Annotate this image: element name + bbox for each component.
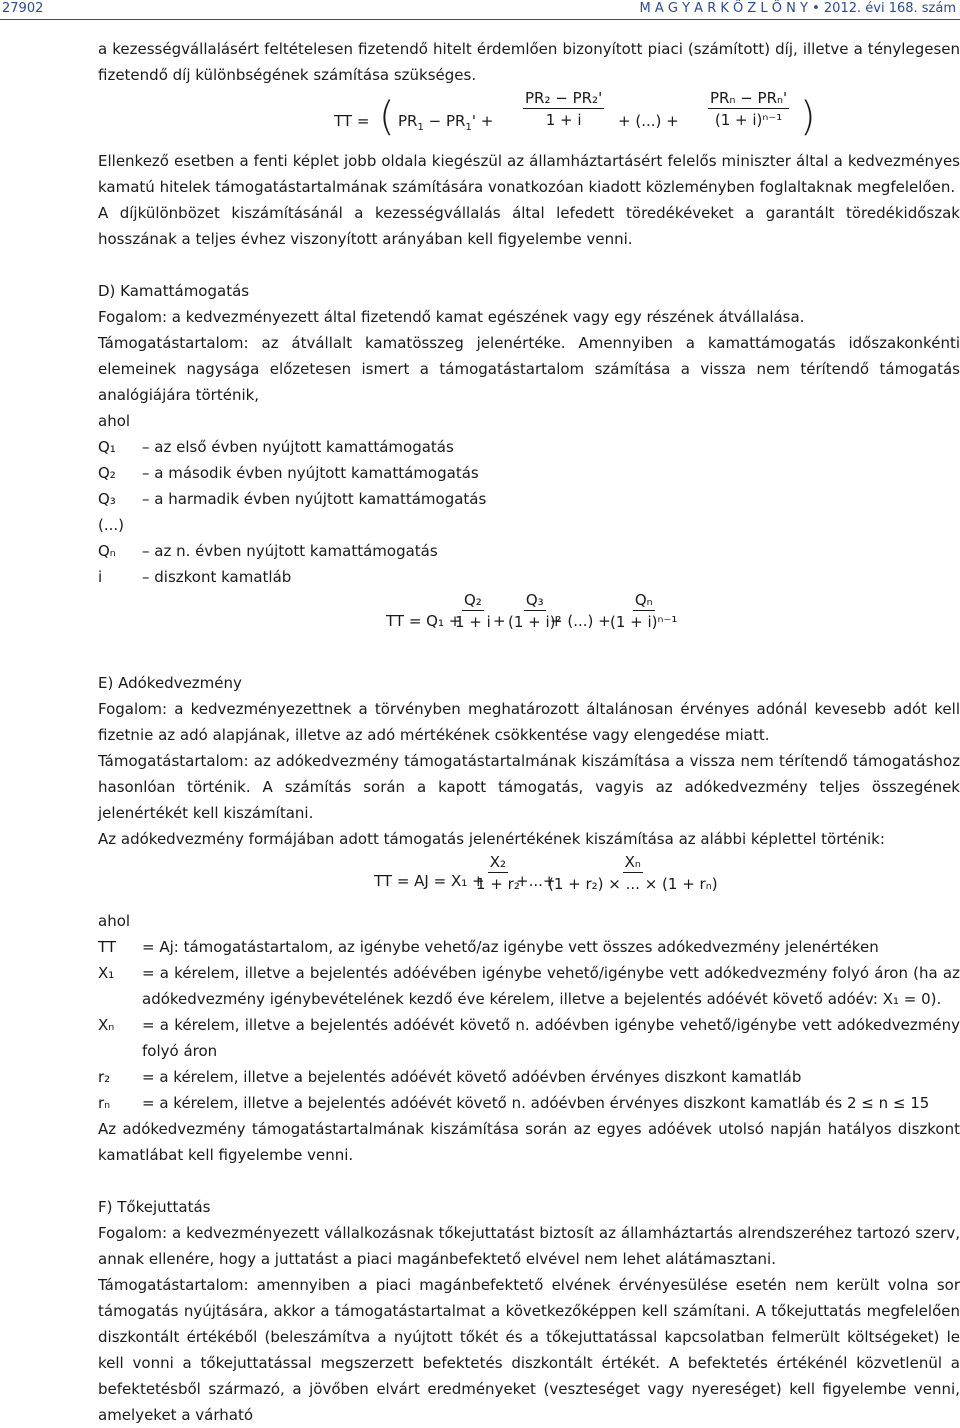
definition-row: Q₁ – az első évben nyújtott kamattámogatás [98,438,454,456]
header-rule [0,19,960,20]
intro-paragraph: a kezességvállalásért feltételesen fizetendő hitelt érdemlően bizonyított piaci (számított) díj, illetve a ténylegesen fizetendő díj különbségének számítása szükséges. [98,40,960,84]
section-d-aid-content: Támogatástartalom: az átvállalt kamatösszeg jelenértéke. Amennyiben a kamattámogatás időszakonkénti elemeinek nagysága előzetesen ismert a támogatástartalom számítása a vissza nem térítendő támogatás analógiájára történik, [98,334,960,404]
section-f-aid-content: Támogatástartalom: amennyiben a piaci magánbefektető elvének érvényesülése esetén nem került volna sor támogatás nyújtására, akkor a támogatástartalmat a következőképpen kell számítani. A tőkejuttatás megfelelően diszkontált értékéből (beleszámítva a nyújtott tőkét és a tőkejuttatással kapcsolatban felmerült költségeket) le kell vonni a tőkejuttatással megszerzett befektetés diszkontált értékét. A befektetés értékénél közvetlenül a befektetésből származó, a jövőben elvárt eredményeket (veszteséget vagy nyereséget) kell figyelembe venni, amelyeket a várható [98,1276,960,1424]
section-e-closing: Az adókedvezmény támogatástartalmának kiszámítása során az egyes adóévek utolsó napján hatályos diszkont kamatlábat kell figyelembe venni. [98,1120,960,1164]
section-e-definition: Fogalom: a kedvezményezettnek a törvényben meghatározott általánosan érvényes adónál kevesebb adót kell fizetnie az adó alapjának, illetve az adó mértékének csökkentése vagy elengedése miatt. [98,700,960,744]
formula2-plus: + [493,612,506,630]
paragraph-otherwise: Ellenkező esetben a fenti képlet jobb oldala kiegészül az államháztartásért felelős miniszter által a kedvezményes kamatú hitelek támogatástartalmának számítására vonatkozóan kiadott közleményben foglaltaknak megfelelően. [98,152,960,196]
formula2-fraction2: $\frac{\text{Q₂}}{1 + i}$ [455,591,491,631]
definition-row: rₙ = a kérelem, illetve a bejelentés adóévét követő n. adóévben érvényes diszkont kamatláb és 2 ≤ n ≤ 15 [98,1094,930,1112]
section-e-definitions [98,934,960,1116]
formula1-ellipsis: + (...) + [618,112,679,130]
formula2-lhs: TT = Q₁ + [386,612,462,630]
formula2-fraction3: $\frac{\text{Q₃}}{\text{(1 + i)²}}$ [508,591,562,631]
formula1-fraction2: $\frac{\text{PR₂ − PR₂'}}{1 + i}$ [525,89,603,129]
formula-interest-subsidy [98,590,960,650]
formula3-fraction-n: $\frac{\text{Xₙ}}{\text{(1 + r₂) × ... × (1 + rₙ)}}$ [548,853,718,893]
formula3-ellipsis: +...+ [516,872,556,890]
formula1-fraction-n: $\frac{\text{PRₙ − PRₙ'}}{\text{(1 + i)ⁿ⁻¹}}$ [710,89,788,129]
page-number: 27902 [2,1,44,16]
definition-row: Q₃ – a harmadik évben nyújtott kamattámogatás [98,490,487,508]
journal-title: M A G Y A R K Ö Z L Ö N Y • 2012. évi 168. szám [639,1,956,16]
paragraph-fractional-years: A díjkülönbözet kiszámításánál a kezességvállalás által lefedett töredékéveket a garantált töredékidőszak hosszának a teljes évhez viszonyított arányában kell figyelembe venni. [98,204,960,248]
section-d-where: ahol [98,412,131,430]
page-header [0,0,960,20]
formula3-lhs: TT = AJ = X₁ + [374,872,485,890]
section-d-definition: Fogalom: a kedvezményezett által fizetendő kamat egészének vagy egy részének átvállalása. [98,308,805,326]
definition-row: (...) [98,516,125,534]
formula1-term1: $PR_1 - PR_1'$ + [398,112,494,133]
definition-row: Q₂ – a második évben nyújtott kamattámogatás [98,464,479,482]
formula2-fraction-n: $\frac{\text{Qₙ}}{\text{(1 + i)ⁿ⁻¹}}$ [610,591,678,631]
formula1-right-paren: ) [800,94,816,140]
section-e-title: E) Adókedvezmény [98,674,242,692]
definition-row: i – diszkont kamatláb [98,568,292,586]
section-d-definitions [98,434,960,590]
section-f-definition: Fogalom: a kedvezményezett vállalkozásnak tőkejuttatást biztosít az államháztartás alrendszeréhez tartozó szerv, annak ellenére, hogy a juttatást a piaci magánbefektető elvével nem lehet alátámasztani. [98,1224,960,1268]
formula3-fraction2: $\frac{\text{X₂}}{\text{1 + r₂}}$ [476,853,520,893]
definition-row: X₁ = a kérelem, illetve a bejelentés adóévében igénybe vehető/igénybe vett adókedvezmény folyó áron (ha az adókedvezmény igénybevételének kezdő éve kérelem, illetve a bejelentés adóévét követő adóév: X₁ = 0). [98,964,960,1008]
definition-row: Qₙ – az n. évben nyújtott kamattámogatás [98,542,438,560]
definition-row: TT = Aj: támogatástartalom, az igénybe vehető/az igénybe vett összes adókedvezmény jelenértéken [98,938,879,956]
formula1-lhs: TT = [334,112,370,130]
formula-tax-benefit [98,852,960,908]
section-d-title: D) Kamattámogatás [98,282,250,300]
definition-row: Xₙ = a kérelem, illetve a bejelentés adóévét követő n. adóévben igénybe vehető/igénybe vett adókedvezmény folyó áron [98,1016,960,1060]
formula1-left-paren: ( [379,94,395,140]
section-e-formula-intro: Az adókedvezmény formájában adott támogatás jelenértékének kiszámítása az alábbi képlettel történik: [98,830,885,848]
document-body [98,36,960,1428]
definition-row: r₂ = a kérelem, illetve a bejelentés adóévét követő adóévben érvényes diszkont kamatláb [98,1068,802,1086]
section-f-title: F) Tőkejuttatás [98,1198,211,1216]
section-e-where: ahol [98,912,131,930]
section-e-aid-content: Támogatástartalom: az adókedvezmény támogatástartalmának kiszámítása a vissza nem térítendő támogatáshoz hasonlóan történik. A számítás során a kapott támogatás, vagyis az adókedvezmény teljes összegének jelenértékét kell kiszámítani. [98,752,960,822]
formula-fee-difference [98,88,960,148]
formula2-ellipsis: + (...) + [550,612,611,630]
